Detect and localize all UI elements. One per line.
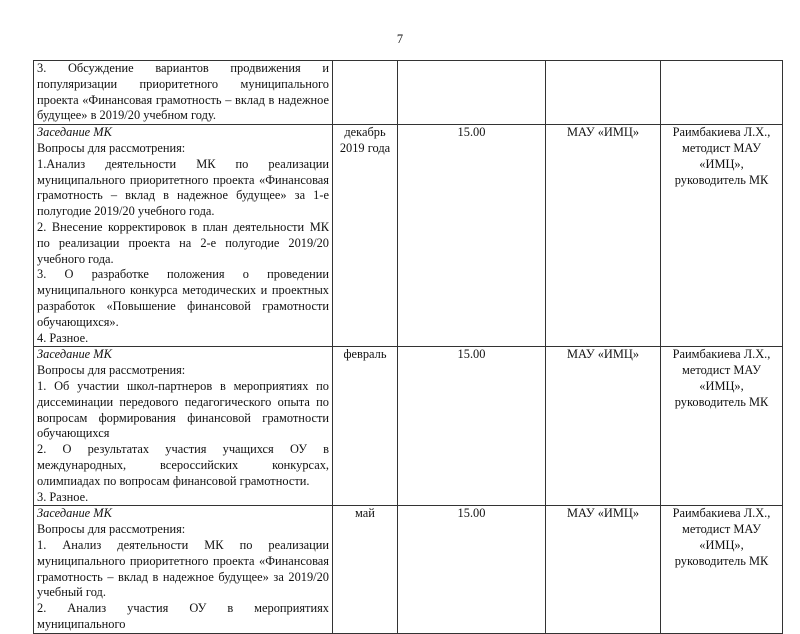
topic-line: Вопросы для рассмотрения:: [37, 522, 186, 537]
topic-cell: [34, 125, 333, 347]
topic-line: 2. Анализ участия ОУ в мероприятиях муниципального: [37, 601, 329, 631]
responsible-cell: [661, 61, 783, 125]
date-cell: май: [333, 506, 398, 633]
time-cell: [398, 61, 546, 125]
responsible-cell: Раимбакиева Л.Х., методист МАУ «ИМЦ», руководитель МК: [661, 125, 783, 347]
topic-line: 3. Обсуждение вариантов продвижения и популяризации приоритетного муниципального проекта «Финансовая грамотность – вклад в надежное будущее» в 2019/20 учебном году.: [37, 61, 329, 123]
time-cell: 15.00: [398, 506, 546, 633]
meeting-title: Заседание МК: [37, 506, 112, 521]
topic-line: 1. Анализ деятельности МК по реализации муниципального приоритетного проекта «Финансовая грамотность – вклад в надежное будущее» за 2019/20 учебный год.: [37, 537, 329, 600]
topic-cell: [34, 61, 333, 125]
plan-table: [33, 60, 783, 634]
time-cell: 15.00: [398, 347, 546, 506]
date-cell: [333, 61, 398, 125]
table-row: [34, 61, 783, 125]
responsible-cell: Раимбакиева Л.Х., методист МАУ «ИМЦ», руководитель МК: [661, 506, 783, 633]
topic-line: 2. Внесение корректировок в план деятельности МК по реализации проекта на 2-е полугодие 2019/20 учебного года.: [37, 219, 329, 266]
table-row: [34, 125, 783, 347]
time-cell: 15.00: [398, 125, 546, 347]
responsible-cell: Раимбакиева Л.Х., методист МАУ «ИМЦ», руководитель МК: [661, 347, 783, 506]
table-row: [34, 347, 783, 506]
topic-line: 1.Анализ деятельности МК по реализации муниципального приоритетного проекта «Финансовая грамотность – вклад в надежное будущее» за 1-е полугодие 2019/20 учебного года.: [37, 156, 329, 219]
topic-line: 1. Об участии школ-партнеров в мероприятиях по диссеминации передового педагогического опыта по вопросам формирования финансовой грамотности обучающихся: [37, 378, 329, 441]
topic-line: 3. Разное.: [37, 489, 89, 504]
place-cell: [546, 61, 661, 125]
topic-line: 4. Разное.: [37, 330, 89, 345]
topic-line: Вопросы для рассмотрения:: [37, 363, 186, 378]
topic-cell: [34, 506, 333, 633]
place-cell: МАУ «ИМЦ»: [546, 347, 661, 506]
table-row: [34, 506, 783, 633]
topic-line: 2. О результатах участия учащихся ОУ в международных, всероссийских конкурсах, олимпиадах по вопросам финансовой грамотности.: [37, 442, 329, 488]
page-number: 7: [396, 32, 404, 46]
date-cell: декабрь 2019 года: [333, 125, 398, 347]
place-cell: МАУ «ИМЦ»: [546, 506, 661, 633]
date-cell: февраль: [333, 347, 398, 506]
topic-line: 3. О разработке положения о проведении муниципального конкурса методических и проектных разработок «Повышение финансовой грамотности обучающихся».: [37, 267, 329, 329]
topic-line: Вопросы для рассмотрения:: [37, 140, 186, 155]
meeting-title: Заседание МК: [37, 347, 112, 362]
place-cell: МАУ «ИМЦ»: [546, 125, 661, 347]
meeting-title: Заседание МК: [37, 125, 112, 140]
topic-cell: [34, 347, 333, 506]
